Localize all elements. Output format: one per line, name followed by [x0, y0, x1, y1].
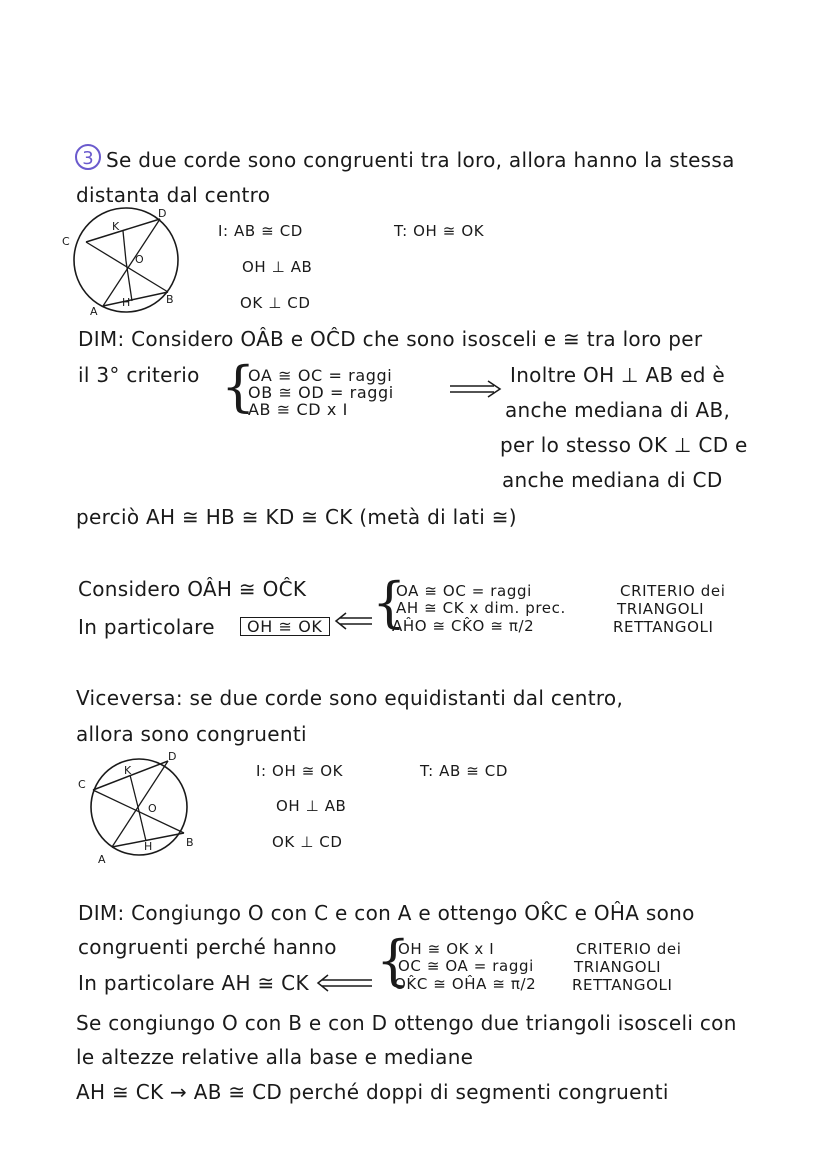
segment-ok-1 [123, 231, 126, 261]
dim2-criterion-line1: CRITERIO dei [576, 940, 682, 958]
dim1b-brace-line2: AH ≅ CK x dim. prec. [396, 599, 566, 617]
converse-line2: allora sono congruenti [76, 722, 307, 746]
dim1-line5: perciò AH ≅ HB ≅ KD ≅ CK (metà di lati ≅) [76, 505, 517, 529]
dim1-line1: DIM: Considero OÂB e OĈD che sono isosceli e ≅ tra loro per [78, 327, 703, 351]
dim2-line1: DIM: Congiungo O con C e con A e ottengo OK̂C e OĤA sono [78, 901, 695, 925]
label-o-1: O [135, 253, 144, 266]
hyp2-thesis: T: AB ≅ CD [420, 762, 509, 780]
dim2-line6: AH ≅ CK → AB ≅ CD perché doppi di segmenti congruenti [76, 1080, 669, 1104]
hyp2-oh-perp: OH ⊥ AB [276, 797, 347, 815]
dim1-lead: il 3° criterio [78, 363, 200, 387]
label-o-2: O [148, 802, 157, 815]
dim1b-brace-line1: OA ≅ OC = raggi [396, 582, 532, 600]
brace-2: { [372, 571, 407, 634]
theorem-title-line1: Se due corde sono congruenti tra loro, allora hanno la stessa [106, 148, 735, 172]
dim1-brace-line2: OB ≅ OD = raggi [248, 383, 394, 402]
dim2-brace-line2: OC ≅ OA = raggi [398, 957, 534, 975]
theorem-number: 3 [75, 144, 101, 170]
hyp2-given-distances: I: OH ≅ OK [256, 762, 344, 780]
implied-by-arrow-1 [334, 612, 374, 630]
implies-arrow-1 [448, 380, 502, 398]
converse-line1: Viceversa: se due corde sono equidistanti dal centro, [76, 686, 624, 710]
segment-ao-od-2 [112, 761, 168, 847]
label-d-2: D [168, 750, 177, 763]
hyp2-ok-perp: OK ⊥ CD [272, 833, 343, 851]
dim1b-criterion-line3: RETTANGOLI [613, 618, 714, 636]
dim1b-criterion-line2: TRIANGOLI [617, 600, 705, 618]
dim1b-criterion-line1: CRITERIO dei [620, 582, 726, 600]
segment-ok-2 [130, 775, 138, 807]
label-c-2: C [78, 778, 86, 791]
dim1-brace-line1: OA ≅ OC = raggi [248, 366, 393, 385]
label-b-2: B [186, 836, 194, 849]
theorem-title-line2: distanta dal centro [76, 183, 271, 207]
dim1-conclusion-line4: anche mediana di CD [502, 468, 723, 492]
dim1b-boxed-result: OH ≅ OK [240, 617, 330, 636]
segment-oh-2 [138, 807, 146, 841]
dim1b-brace-line3: AĤO ≅ CK̂O ≅ π/2 [392, 617, 535, 635]
label-h-2: H [144, 840, 153, 853]
label-d-1: D [158, 207, 167, 220]
label-k-1: K [112, 220, 120, 233]
dim1b-line1: Considero OÂH ≅ OĈK [78, 577, 307, 601]
hyp1-thesis: T: OH ≅ OK [394, 222, 485, 240]
dim2-criterion-line3: RETTANGOLI [572, 976, 673, 994]
dim1-conclusion-line3: per lo stesso OK ⊥ CD e [500, 433, 748, 457]
dim2-line2: congruenti perché hanno [78, 935, 337, 959]
dim2-line4: Se congiungo O con B e con D ottengo due triangoli isosceli con [76, 1011, 737, 1035]
label-a-1: A [90, 305, 98, 318]
label-c-1: C [62, 235, 70, 248]
circle-figure-1 [60, 205, 190, 320]
chord-cd-1 [86, 219, 160, 242]
label-k-2: K [124, 764, 132, 777]
brace-3: { [376, 929, 411, 992]
dim2-criterion-line2: TRIANGOLI [574, 958, 662, 976]
dim2-brace-line1: OH ≅ OK x I [398, 940, 495, 958]
circle-2 [91, 759, 187, 855]
label-h-1: H [122, 296, 131, 309]
chord-ab-1 [103, 292, 168, 306]
hyp1-oh-perp: OH ⊥ AB [242, 258, 313, 276]
brace-1: { [221, 355, 256, 418]
implied-by-arrow-2 [316, 974, 376, 992]
hyp1-ok-perp: OK ⊥ CD [240, 294, 311, 312]
dim2-line5: le altezze relative alla base e mediane [76, 1045, 474, 1069]
dim1-brace-line3: AB ≅ CD x I [248, 400, 348, 419]
circle-figure-2 [72, 750, 202, 868]
label-a-2: A [98, 853, 106, 866]
dim2-brace-line3: OK̂C ≅ OĤA ≅ π/2 [394, 975, 537, 993]
dim1b-line2: In particolare [78, 615, 215, 639]
dim1-conclusion-line1: Inoltre OH ⊥ AB ed è [510, 363, 725, 387]
dim1-conclusion-line2: anche mediana di AB, [505, 398, 731, 422]
hyp1-given-chords: I: AB ≅ CD [218, 222, 303, 240]
label-b-1: B [166, 293, 174, 306]
dim2-line3: In particolare AH ≅ CK [78, 971, 309, 995]
